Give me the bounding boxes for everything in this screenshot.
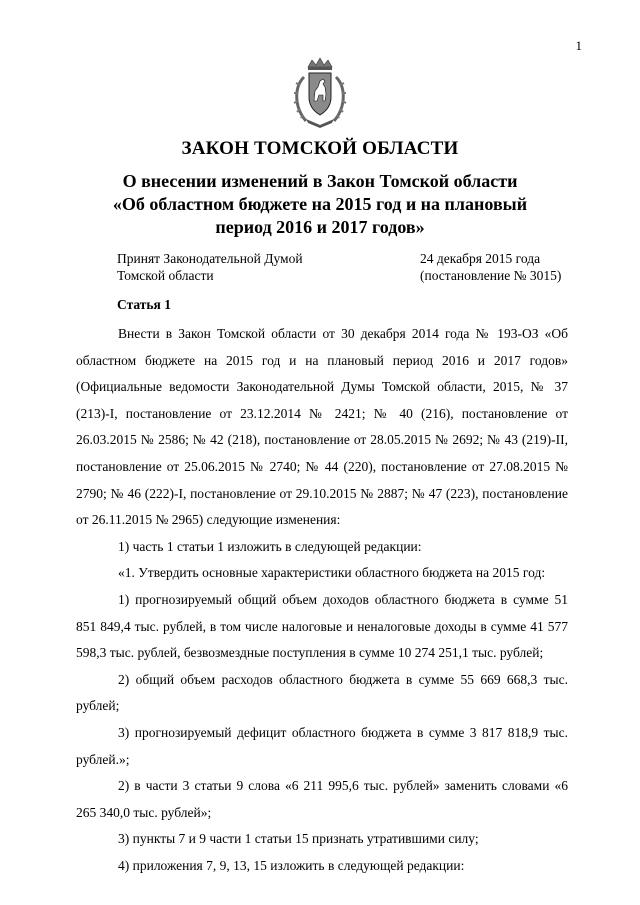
law-subtitle-line: О внесении изменений в Закон Томской области [122,171,518,191]
paragraph: 2) в части 3 статьи 9 слова «6 211 995,6 тыс. рублей» заменить словами «6 265 340,0 тыс. рублей»; [76,778,568,820]
paragraph: «1. Утвердить основные характеристики областного бюджета на 2015 год: [118,565,546,581]
paragraph: 2) общий объем расходов областного бюджета в сумме 55 669 668,3 тыс. рублей; [76,671,568,714]
adoption-date [420,250,561,284]
article-heading: Статья 1 [117,297,171,312]
law-subtitle-line: «Об областном бюджете на 2015 год и на плановый [112,194,528,214]
adoption-resolution-line: (постановление № 3015) [420,268,562,283]
paragraph: 1) часть 1 статьи 1 изложить в следующей редакции: [118,538,422,554]
tomsk-region-coat-of-arms-icon [290,57,350,129]
paragraph: Внести в Закон Томской области от 30 декабря 2014 года № 193-ОЗ «Об областном бюджете на 2015 год и на плановый период 2016 и 2017 годов» (Официальные ведомости Законодательной Думы Томской области, 2015, № 37 (213)-I, постановление от 23.12.2014 № 2421; № 40 (216), постановление от 26.03.2015 № 2586; № 42 (218), постановление от 28.05.2015 № 2692; № 43 (219)-II, постановление от 25.06.2015 № 2740; № 44 (220), постановление от 27.08.2015 № 2790; № 46 (222)-I, постановление от 29.10.2015 № 2887; № 47 (223), постановление от 26.11.2015 № 2965) следующие изменения: [76,326,568,528]
paragraph: 4) приложения 7, 9, 13, 15 изложить в следующей редакции: [118,857,465,873]
law-subtitle [60,170,580,239]
adopted-by [117,250,303,284]
adopted-by-line: Принят Законодательной Думой [117,251,303,266]
adopted-by-line: Томской области [117,268,214,283]
page-number: 1 [575,38,582,53]
article-body [76,321,568,879]
paragraph: 1) прогнозируемый общий объем доходов областного бюджета в сумме 51 851 849,4 тыс. рублей, в том числе налоговые и неналоговые доходы в сумме 41 577 598,3 тыс. рублей, безвозмездные поступления в сумме 10 274 251,1 тыс. рублей; [76,591,568,661]
paragraph: 3) прогнозируемый дефицит областного бюджета в сумме 3 817 818,9 тыс. рублей.»; [76,724,568,767]
adoption-date-line: 24 декабря 2015 года [420,251,541,266]
law-title: ЗАКОН ТОМСКОЙ ОБЛАСТИ [181,138,459,159]
paragraph: 3) пункты 7 и 9 части 1 статьи 15 признать утратившими силу; [118,831,479,847]
law-subtitle-line: период 2016 и 2017 годов» [215,217,425,237]
